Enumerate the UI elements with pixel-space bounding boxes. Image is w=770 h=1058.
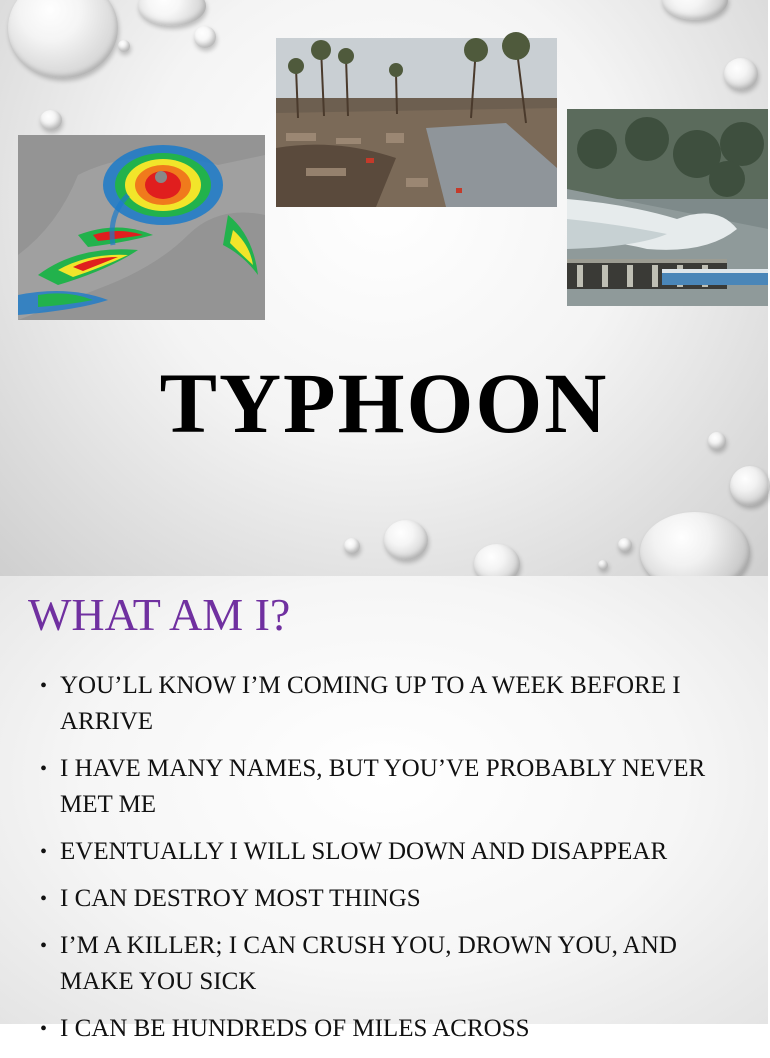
storm-debris-photo	[276, 38, 557, 207]
water-droplet	[384, 520, 428, 560]
slide-heading: WHAT AM I?	[28, 589, 291, 640]
water-droplet	[138, 0, 206, 26]
water-droplet	[118, 40, 130, 52]
list-item: • I CAN BE HUNDREDS OF MILES ACROSS	[40, 1011, 740, 1047]
list-item: • I’M A KILLER; I CAN CRUSH YOU, DROWN YOU, AND MAKE YOU SICK	[40, 928, 740, 1000]
water-droplet	[194, 26, 216, 48]
list-item: • I CAN DESTROY MOST THINGS	[40, 881, 740, 917]
bullet-list	[40, 668, 740, 1058]
water-droplet	[8, 0, 118, 78]
storm-surge-photo	[567, 109, 768, 306]
water-droplet	[730, 466, 770, 506]
water-droplet	[618, 538, 632, 552]
water-droplet	[724, 58, 758, 90]
list-item: • YOU’LL KNOW I’M COMING UP TO A WEEK BEFORE I ARRIVE	[40, 668, 740, 740]
list-item: • EVENTUALLY I WILL SLOW DOWN AND DISAPPEAR	[40, 834, 740, 870]
satellite-radar-image	[18, 135, 265, 320]
slide-title: TYPHOON	[159, 355, 609, 451]
water-droplet	[40, 110, 62, 130]
content-slide	[0, 576, 768, 1042]
water-droplet	[662, 0, 728, 20]
water-droplet	[344, 538, 360, 554]
list-item: • I HAVE MANY NAMES, BUT YOU’VE PROBABLY NEVER MET ME	[40, 751, 740, 823]
water-droplet	[598, 560, 608, 570]
